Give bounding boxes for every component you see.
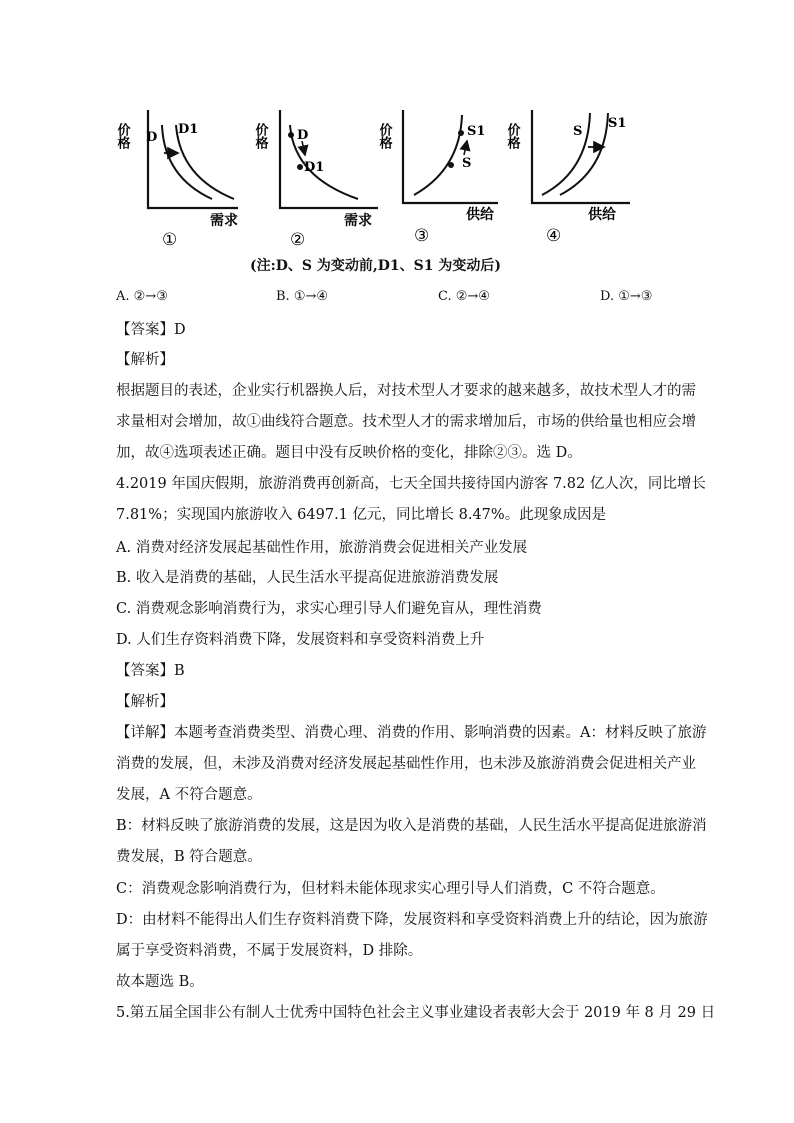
analysis-label: 【解析】 — [116, 352, 174, 368]
xlabel-2: 需求 — [344, 213, 372, 229]
move-arrow-3 — [464, 141, 467, 155]
xlabel-3: 供给 — [466, 207, 494, 223]
paragraph-line: 故本题选 B。 — [116, 974, 204, 990]
question-4-stem: 4.2019 年国庆假期，旅游消费再创新高，七天全国共接待国内游客 7.82 亿人次，同比增长 — [116, 476, 706, 492]
paragraph-line: 加，故④选项表述正确。题目中没有反映价格的变化，排除②③。选 D。 — [116, 445, 582, 461]
panel-num-4: ④ — [546, 226, 562, 246]
supply-curve-3 — [414, 115, 462, 195]
point-d1 — [297, 164, 303, 170]
supply-curve-s1 — [560, 113, 608, 195]
point-d — [288, 132, 294, 138]
point-label-d1: D1 — [304, 160, 325, 175]
panel-num-2: ② — [290, 230, 306, 250]
price-label-3: 价格 — [376, 123, 392, 149]
panel-2 — [253, 110, 379, 250]
point-s — [448, 162, 454, 168]
xlabel-1: 需求 — [210, 213, 238, 229]
question-5-stem: 5.第五届全国非公有制人士优秀中国特色社会主义事业建设者表彰大会于 2019 年 8 月 29 日 — [116, 1005, 716, 1021]
paragraph-line: D：由材料不能得出人们生存资料消费下降，发展资料和享受资料消费上升的结论，因为旅游 — [116, 912, 708, 928]
panel-1 — [115, 110, 239, 250]
move-arrow-2 — [302, 141, 305, 155]
paragraph-line: C：消费观念影响消费行为，但材料未能体现求实心理引导人们消费，C 不符合题意。 — [116, 881, 665, 897]
option-b: B. ①→④ — [276, 289, 329, 304]
paragraph-line: 费发展，B 符合题意。 — [116, 849, 262, 865]
analysis-label: 【解析】 — [116, 694, 174, 710]
price-label-2: 价格 — [252, 123, 268, 149]
panel-num-1: ① — [162, 230, 178, 250]
paragraph-line: 属于享受资料消费，不属于发展资料，D 排除。 — [116, 943, 423, 959]
xlabel-4: 供给 — [588, 207, 616, 223]
paragraph-line: 消费的发展，但，未涉及消费对经济发展起基础性作用，也未涉及旅游消费会促进相关产业 — [116, 756, 696, 772]
question-4-option-d: D. 人们生存资料消费下降，发展资料和享受资料消费上升 — [116, 632, 485, 648]
curve-label-d: D — [146, 130, 158, 145]
option-d: D. ①→③ — [600, 289, 653, 304]
question-4-option-b: B. 收入是消费的基础，人民生活水平提高促进旅游消费发展 — [116, 570, 499, 586]
price-label-4: 价格 — [504, 123, 520, 149]
point-label-s: S — [462, 156, 472, 171]
answer-label: 【答案】D — [116, 322, 186, 338]
point-label-s1: S1 — [467, 124, 486, 139]
curve-label-s1: S1 — [608, 116, 627, 131]
supply-demand-figure — [110, 95, 690, 280]
panel-num-3: ③ — [414, 226, 430, 246]
panel-4 — [505, 110, 631, 246]
option-a: A. ②→③ — [116, 289, 168, 304]
question-4-option-a: A. 消费对经济发展起基础性作用，旅游消费会促进相关产业发展 — [116, 540, 528, 556]
question-3-options — [116, 289, 676, 311]
paragraph-line: 发展，A 不符合题意。 — [116, 787, 262, 803]
supply-curve-s — [542, 113, 590, 195]
question-4-stem: 7.81%；实现国内旅游收入 6497.1 亿元，同比增长 8.47%。此现象成因是 — [116, 507, 607, 523]
curve-label-d1: D1 — [178, 122, 199, 137]
axes-2 — [280, 110, 378, 208]
answer-label: 【答案】B — [116, 663, 185, 679]
figure-caption: (注:D、S 为变动前,D1、S1 为变动后) — [250, 258, 502, 274]
option-c: C. ②→④ — [438, 289, 490, 304]
paragraph-line: 根据题目的表述，企业实行机器换人后，对技术型人才要求的越来越多，故技术型人才的需 — [116, 383, 696, 399]
curve-label-s: S — [573, 124, 583, 139]
panel-3 — [377, 110, 499, 246]
paragraph-line: 求量相对会增加，故①曲线符合题意。技术型人才的需求增加后，市场的供给量也相应会增 — [116, 414, 696, 430]
price-label-1: 价格 — [114, 123, 130, 149]
point-label-d: D — [297, 128, 309, 143]
point-s1 — [458, 130, 464, 136]
paragraph-line: 【详解】本题考查消费类型、消费心理、消费的作用、影响消费的因素。A：材料反映了旅游 — [116, 725, 707, 741]
question-4-option-c: C. 消费观念影响消费行为，求实心理引导人们避免盲从，理性消费 — [116, 601, 542, 617]
paragraph-line: B：材料反映了旅游消费的发展，这是因为收入是消费的基础，人民生活水平提高促进旅游消 — [116, 818, 707, 834]
